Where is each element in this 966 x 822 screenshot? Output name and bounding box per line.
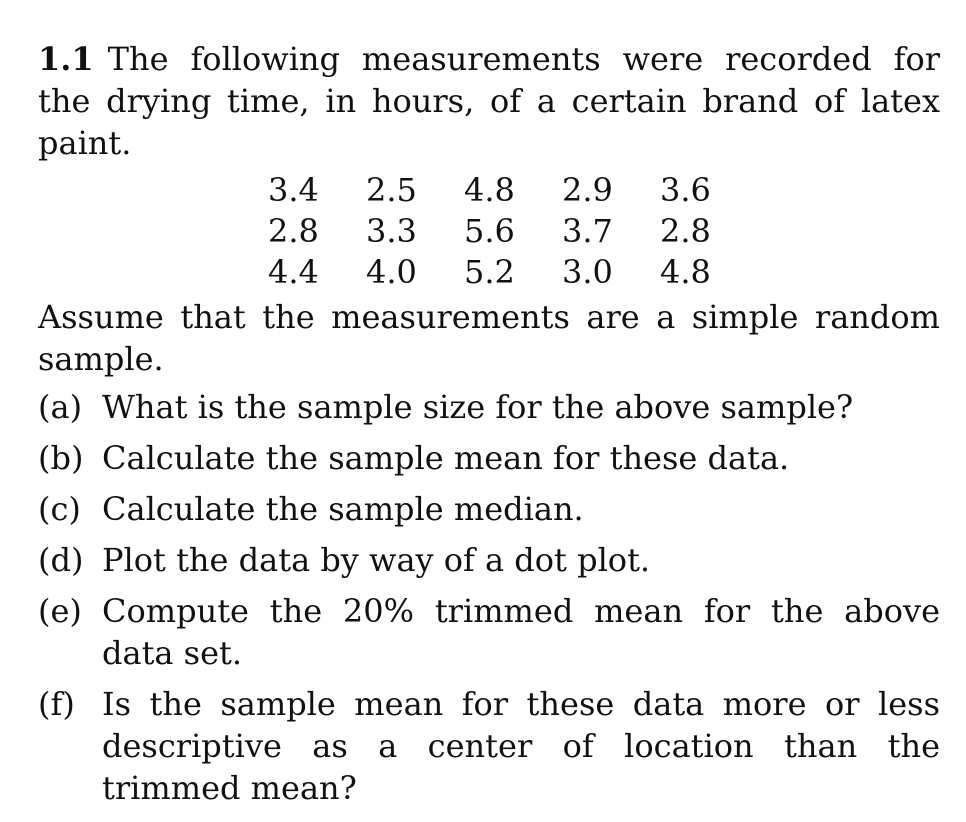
table-cell: 5.6: [464, 212, 515, 250]
part-label: (a): [38, 388, 83, 426]
table-row: [268, 252, 758, 293]
table-cell: 3.4: [268, 171, 319, 209]
table-cell: 4.8: [660, 253, 711, 291]
table-cell: 3.6: [660, 171, 711, 209]
part-text: Plot the data by way of a dot plot.: [102, 541, 651, 579]
table-cell: 4.4: [268, 253, 319, 291]
part-text: Compute the 20% trimmed mean for the above data set.: [102, 592, 940, 672]
table-cell: 2.8: [660, 212, 711, 250]
part-label: (e): [38, 592, 82, 630]
assumption-text: Assume that the measurements are a simple random sample.: [38, 298, 940, 378]
table-row: [268, 211, 758, 252]
question-part-b: [38, 437, 940, 479]
table-cell: 5.2: [464, 253, 515, 291]
problem-number: 1.1: [38, 40, 94, 78]
table-cell: 3.0: [562, 253, 613, 291]
part-text: Is the sample mean for these data more or less descriptive as a center of location than the trimmed mean?: [102, 685, 940, 807]
question-part-c: [38, 488, 940, 530]
part-text: Calculate the sample median.: [102, 490, 584, 528]
table-row: [268, 170, 758, 211]
table-cell: 2.5: [366, 171, 417, 209]
part-label: (c): [38, 490, 81, 528]
part-text: Calculate the sample mean for these data.: [102, 439, 790, 477]
part-label: (f): [38, 685, 75, 723]
question-part-d: [38, 539, 940, 581]
problem-intro: [38, 38, 940, 164]
table-cell: 3.7: [562, 212, 613, 250]
question-part-a: [38, 386, 940, 428]
problem-intro-text: The following measurements were recorded for the drying time, in hours, of a certain brand of latex paint.: [38, 40, 940, 162]
part-label: (b): [38, 439, 84, 477]
question-parts-list: [38, 386, 940, 809]
table-cell: 4.8: [464, 171, 515, 209]
table-cell: 2.9: [562, 171, 613, 209]
measurements-table: [268, 170, 758, 293]
part-text: What is the sample size for the above sample?: [102, 388, 854, 426]
table-cell: 4.0: [366, 253, 417, 291]
question-part-f: [38, 683, 940, 809]
question-part-e: [38, 590, 940, 674]
table-cell: 2.8: [268, 212, 319, 250]
part-label: (d): [38, 541, 84, 579]
table-cell: 3.3: [366, 212, 417, 250]
